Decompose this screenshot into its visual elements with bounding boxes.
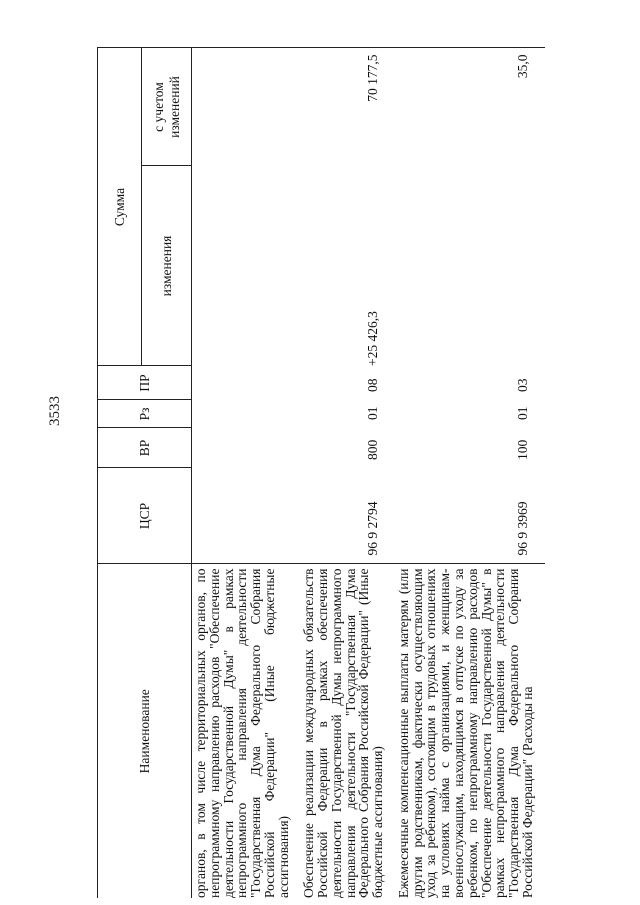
row-change: +25 426,3 (364, 311, 380, 366)
row-name: органов, в том числе территориальных органов, по непрограммному направлению расходов "Обеспечение деятельности Государственной Думы" в рамках непрограммного направления деятельности "Государственная Дума Федерального Собрания Российской Федерации" (Иные бюджетные ассигнования) (192, 564, 301, 898)
header-sum: Сумма (98, 48, 142, 366)
row-total (192, 48, 301, 166)
header-with-change: с учетом изменений (142, 48, 192, 166)
header-name: Наименование (98, 564, 192, 898)
row-total: 70 177,5 (300, 48, 395, 166)
table-row (395, 48, 545, 898)
row-pr: 03 (514, 378, 530, 392)
table-row (300, 48, 395, 898)
row-csr: 96 9 3969 (514, 501, 530, 556)
row-change (192, 166, 301, 366)
row-total: 35,0 (395, 48, 545, 166)
row-pr: 08 (364, 378, 380, 392)
page-number: 3533 (47, 396, 63, 426)
row-rz (192, 400, 301, 428)
header-vr: ВР (98, 428, 192, 468)
row-vr (192, 428, 301, 468)
header-pr: ПР (98, 366, 192, 400)
header-csr: ЦСР (98, 468, 192, 564)
table-row (192, 48, 301, 898)
row-change (395, 166, 545, 366)
row-name: Ежемесячные компенсационные выплаты матерям (или другим родственникам, фактически осуществляющим уход за ребенком), состоящим в трудовых отношениях на условиях найма с организациями, и женщинам-военнослужащим, находящимся в отпуске по уходу за ребенком, по непрограммному направлению расходов "Обеспечение деятельности Государственной Думы" в рамках непрограммного направления деятельности "Государственная Дума Федерального Собрания Российской Федерации" (Расходы на (395, 564, 545, 898)
row-vr: 100 (514, 439, 530, 460)
header-rz: Рз (98, 400, 192, 428)
row-vr: 800 (364, 439, 380, 460)
row-name: Обеспечение реализации международных обязательств Российской Федерации в рамках обеспечения деятельности Государственной Думы непрограммного направления деятельности "Государственная Дума Федерального Собрания Российской Федерации" (Иные бюджетные ассигнования) (300, 564, 395, 898)
budget-table-rotated (97, 48, 617, 898)
row-csr: 96 9 2794 (364, 501, 380, 556)
budget-table (97, 47, 545, 898)
header-change: изменения (142, 166, 192, 366)
row-pr (192, 366, 301, 400)
row-rz: 01 (514, 406, 530, 420)
row-rz: 01 (364, 406, 380, 420)
row-csr (192, 468, 301, 564)
